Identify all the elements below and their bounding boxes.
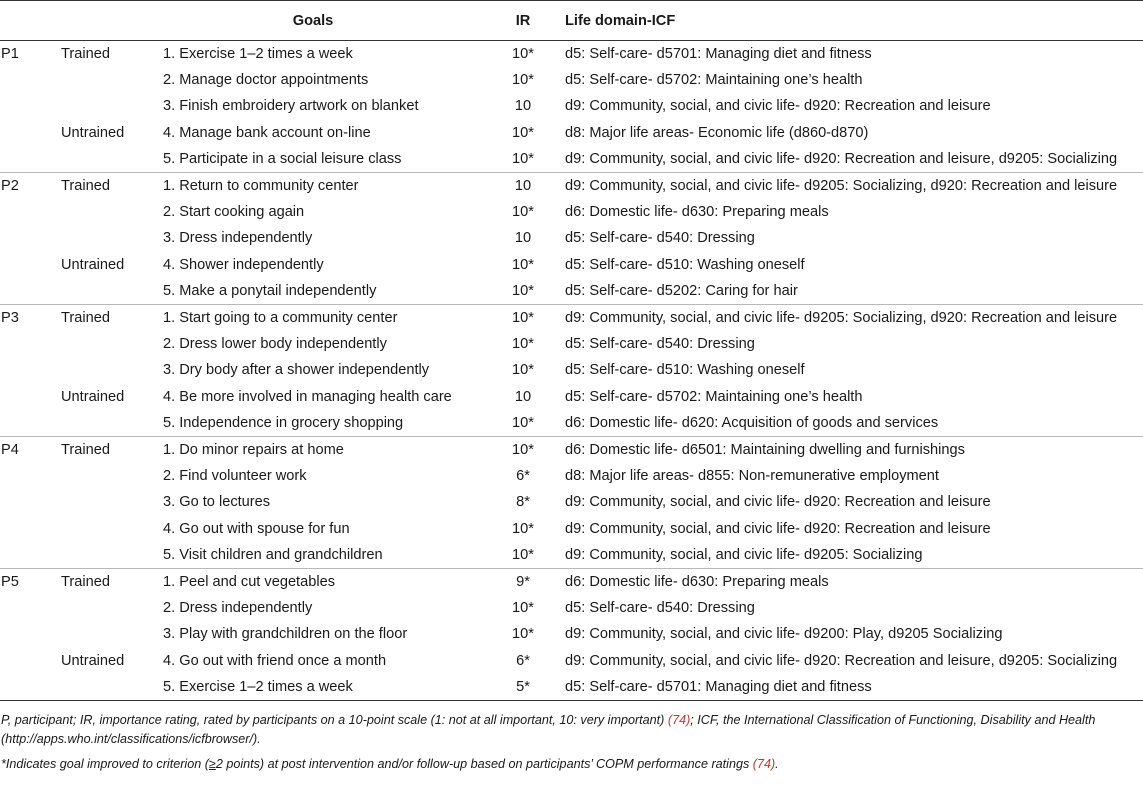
table-row (0, 146, 1143, 172)
training-type-cell: Trained (61, 45, 110, 62)
footnote-text: P, participant; IR, importance rating, rated by participants on a 10-point scale (1: not at all important, 10: very important) (1, 712, 668, 727)
header-ir: IR (515, 12, 531, 29)
goal-cell: 2. Manage doctor appointments (163, 72, 369, 89)
header-type (58, 1, 163, 41)
participant-cell (0, 621, 58, 647)
table-row (0, 595, 1143, 621)
participant-cell (0, 199, 58, 225)
training-type-cell (58, 278, 163, 304)
life-domain-cell: d9: Community, social, and civic life- d9205: Socializing, d920: Recreation and leisure (563, 304, 1143, 330)
participant-cell (0, 278, 58, 304)
table-row (0, 199, 1143, 225)
table-footnotes (0, 701, 1143, 774)
participant-cell (0, 410, 58, 436)
goal-cell: 2. Dress lower body independently (163, 335, 387, 352)
header-life-domain: Life domain-ICF (565, 12, 676, 29)
life-domain-cell: d9: Community, social, and civic life- d9205: Socializing, d920: Recreation and leisure (563, 172, 1143, 198)
training-type-cell (58, 93, 163, 119)
table-row (0, 410, 1143, 436)
life-domain-cell: d9: Community, social, and civic life- d9200: Play, d9205 Socializing (565, 626, 1003, 643)
goal-cell: 1. Start going to a community center (163, 304, 483, 330)
participant-cell: P5 (0, 568, 58, 594)
life-domain-cell: d9: Community, social, and civic life- d920: Recreation and leisure (565, 98, 991, 115)
training-type-cell: Untrained (61, 652, 125, 669)
footnote-symbol: ≥ (208, 756, 216, 771)
goal-cell: 4. Manage bank account on-line (163, 124, 371, 141)
table-row (0, 252, 1143, 278)
participant-cell (0, 331, 58, 357)
goal-cell: 4. Shower independently (163, 256, 324, 273)
life-domain-cell: d5: Self-care- d510: Washing oneself (565, 256, 805, 273)
importance-rating-cell: 10* (483, 436, 563, 462)
life-domain-cell: d9: Community, social, and civic life- d9205: Socializing (565, 546, 923, 563)
importance-rating-cell: 10* (512, 414, 534, 431)
importance-rating-cell: 8* (516, 494, 530, 511)
footnote-abbreviations (1, 711, 1143, 749)
header-participant (0, 1, 58, 41)
importance-rating-cell: 10* (512, 124, 534, 141)
importance-rating-cell: 5* (483, 674, 563, 700)
goal-cell: 1. Do minor repairs at home (163, 436, 483, 462)
life-domain-cell: d5: Self-care- d540: Dressing (565, 599, 755, 616)
table-row (0, 436, 1143, 462)
life-domain-cell: d6: Domestic life- d6501: Maintaining dwelling and furnishings (563, 436, 1143, 462)
training-type-cell (58, 516, 163, 542)
goal-cell: 2. Dress independently (163, 599, 313, 616)
training-type-cell (58, 595, 163, 621)
life-domain-cell: d5: Self-care- d5701: Managing diet and fitness (563, 674, 1143, 700)
table-row (0, 304, 1143, 330)
table-row (0, 225, 1143, 251)
life-domain-cell: d9: Community, social, and civic life- d920: Recreation and leisure, d9205: Socializing (565, 652, 1118, 669)
life-domain-cell: d6: Domestic life- d630: Preparing meals (563, 568, 1143, 594)
life-domain-cell: d8: Major life areas- Economic life (d860-d870) (565, 124, 869, 141)
goal-cell: 3. Dry body after a shower independently (163, 362, 430, 379)
table-row (0, 278, 1143, 304)
goal-cell: 2. Find volunteer work (163, 467, 307, 484)
training-type-cell: Trained (58, 304, 163, 330)
goal-cell: 1. Peel and cut vegetables (163, 568, 483, 594)
participant-cell (0, 463, 58, 489)
goal-cell: 5. Independence in grocery shopping (163, 414, 404, 431)
training-type-cell (58, 357, 163, 383)
goal-cell: 3. Play with grandchildren on the floor (163, 626, 408, 643)
participant-cell (0, 674, 58, 700)
table-row (0, 384, 1143, 410)
table-row (0, 120, 1143, 146)
importance-rating-cell: 10* (512, 256, 534, 273)
goal-cell: 1. Return to community center (163, 172, 483, 198)
goal-cell: 3. Finish embroidery artwork on blanket (163, 98, 419, 115)
header-row (0, 1, 1143, 41)
importance-rating-cell: 10* (512, 520, 534, 537)
footnote-text: ; ICF, the International Classification of Functioning, Disability and Health (http://apps.who.int/classifications/icfbrowser/). (1, 712, 1096, 746)
footnote-text: . (775, 756, 779, 771)
training-type-cell (58, 410, 163, 436)
table-row (0, 93, 1143, 119)
table-row (0, 621, 1143, 647)
importance-rating-cell: 10* (512, 204, 534, 221)
importance-rating-cell: 10* (512, 151, 534, 167)
training-type-cell (58, 331, 163, 357)
life-domain-cell: d5: Self-care- d5202: Caring for hair (565, 282, 798, 299)
footnote-asterisk (1, 755, 1143, 774)
training-type-cell (58, 225, 163, 251)
participant-cell (0, 595, 58, 621)
goal-cell: 4. Be more involved in managing health care (163, 388, 452, 405)
table-header (0, 1, 1143, 41)
training-type-cell: Trained (58, 172, 163, 198)
participant-cell (0, 542, 58, 568)
importance-rating-cell: 10* (512, 335, 534, 352)
training-type-cell: Trained (58, 568, 163, 594)
participant-cell: P1 (1, 45, 19, 62)
goal-cell: 3. Dress independently (163, 230, 313, 247)
participant-cell (0, 252, 58, 278)
goal-cell: 4. Go out with spouse for fun (163, 520, 350, 537)
table-row (0, 647, 1143, 673)
table-row (0, 41, 1143, 67)
participant-cell: P3 (0, 304, 58, 330)
life-domain-cell: d8: Major life areas- d855: Non-remunerative employment (565, 467, 939, 484)
training-type-cell (58, 489, 163, 515)
table-row (0, 67, 1143, 93)
life-domain-cell: d5: Self-care- d510: Washing oneself (565, 362, 805, 379)
participant-cell (0, 225, 58, 251)
training-type-cell (58, 674, 163, 700)
importance-rating-cell: 10 (514, 388, 532, 405)
table-row (0, 489, 1143, 515)
life-domain-cell: d6: Domestic life- d620: Acquisition of goods and services (565, 414, 939, 431)
participant-cell (0, 67, 58, 93)
training-type-cell (58, 146, 163, 172)
goal-cell: 3. Go to lectures (163, 494, 271, 511)
table-row (0, 331, 1143, 357)
life-domain-cell: d5: Self-care- d5702: Maintaining one’s health (565, 388, 863, 405)
training-type-cell (58, 67, 163, 93)
training-type-cell (58, 199, 163, 225)
importance-rating-cell: 6* (516, 467, 530, 484)
training-type-cell: Trained (58, 436, 163, 462)
importance-rating-cell: 10 (483, 172, 563, 198)
life-domain-cell: d9: Community, social, and civic life- d920: Recreation and leisure, d9205: Socializing (565, 151, 1118, 167)
goal-cell: 5. Make a ponytail independently (163, 282, 377, 299)
importance-rating-cell: 6* (516, 652, 530, 669)
goal-cell: 5. Visit children and grandchildren (163, 546, 383, 563)
participant-cell (0, 516, 58, 542)
participant-cell (0, 647, 58, 673)
life-domain-cell: d5: Self-care- d540: Dressing (565, 335, 755, 352)
header-goals: Goals (292, 12, 334, 29)
goal-cell: 4. Go out with friend once a month (163, 652, 387, 669)
importance-rating-cell: 10* (512, 599, 534, 616)
footnote-text: 2 points) at post intervention and/or follow-up based on participants’ COPM performance ratings (215, 756, 753, 771)
training-type-cell (58, 621, 163, 647)
life-domain-cell: d5: Self-care- d5702: Maintaining one’s health (565, 72, 863, 89)
importance-rating-cell: 10* (512, 72, 534, 89)
participant-cell (0, 357, 58, 383)
reference-link[interactable]: (74) (752, 756, 776, 771)
importance-rating-cell: 10* (512, 626, 534, 643)
participant-cell (0, 384, 58, 410)
footnote-text: *Indicates goal improved to criterion ( (1, 756, 209, 771)
life-domain-cell: d9: Community, social, and civic life- d920: Recreation and leisure (565, 520, 991, 537)
importance-rating-cell: 9* (483, 568, 563, 594)
importance-rating-cell: 10* (512, 282, 534, 299)
reference-link[interactable]: (74) (667, 712, 691, 727)
importance-rating-cell: 10 (514, 230, 532, 247)
importance-rating-cell: 10* (512, 546, 534, 563)
training-type-cell: Untrained (61, 388, 125, 405)
table-row (0, 674, 1143, 700)
training-type-cell (58, 463, 163, 489)
training-type-cell: Untrained (61, 256, 125, 273)
table-row (0, 568, 1143, 594)
goal-cell: 5. Exercise 1–2 times a week (163, 674, 483, 700)
importance-rating-cell: 10* (512, 362, 534, 379)
table-row (0, 172, 1143, 198)
importance-rating-cell: 10 (514, 98, 532, 115)
life-domain-cell: d6: Domestic life- d630: Preparing meals (565, 204, 829, 221)
participant-cell (0, 146, 58, 172)
table-row (0, 542, 1143, 568)
training-type-cell (58, 542, 163, 568)
table-row (0, 516, 1143, 542)
table-row (0, 463, 1143, 489)
life-domain-cell: d9: Community, social, and civic life- d920: Recreation and leisure (565, 494, 991, 511)
table-body (0, 41, 1143, 701)
goal-cell: 5. Participate in a social leisure class (163, 151, 402, 167)
goal-cell: 1. Exercise 1–2 times a week (163, 45, 353, 62)
participant-cell (0, 120, 58, 146)
participant-cell: P2 (0, 172, 58, 198)
participant-cell: P4 (0, 436, 58, 462)
goal-cell: 2. Start cooking again (163, 204, 305, 221)
importance-rating-cell: 10* (512, 45, 534, 62)
training-type-cell: Untrained (61, 124, 125, 141)
importance-rating-cell: 10* (483, 304, 563, 330)
participant-cell (0, 93, 58, 119)
table-row (0, 357, 1143, 383)
life-domain-cell: d5: Self-care- d5701: Managing diet and fitness (565, 45, 872, 62)
participant-cell (0, 489, 58, 515)
life-domain-cell: d5: Self-care- d540: Dressing (565, 230, 755, 247)
